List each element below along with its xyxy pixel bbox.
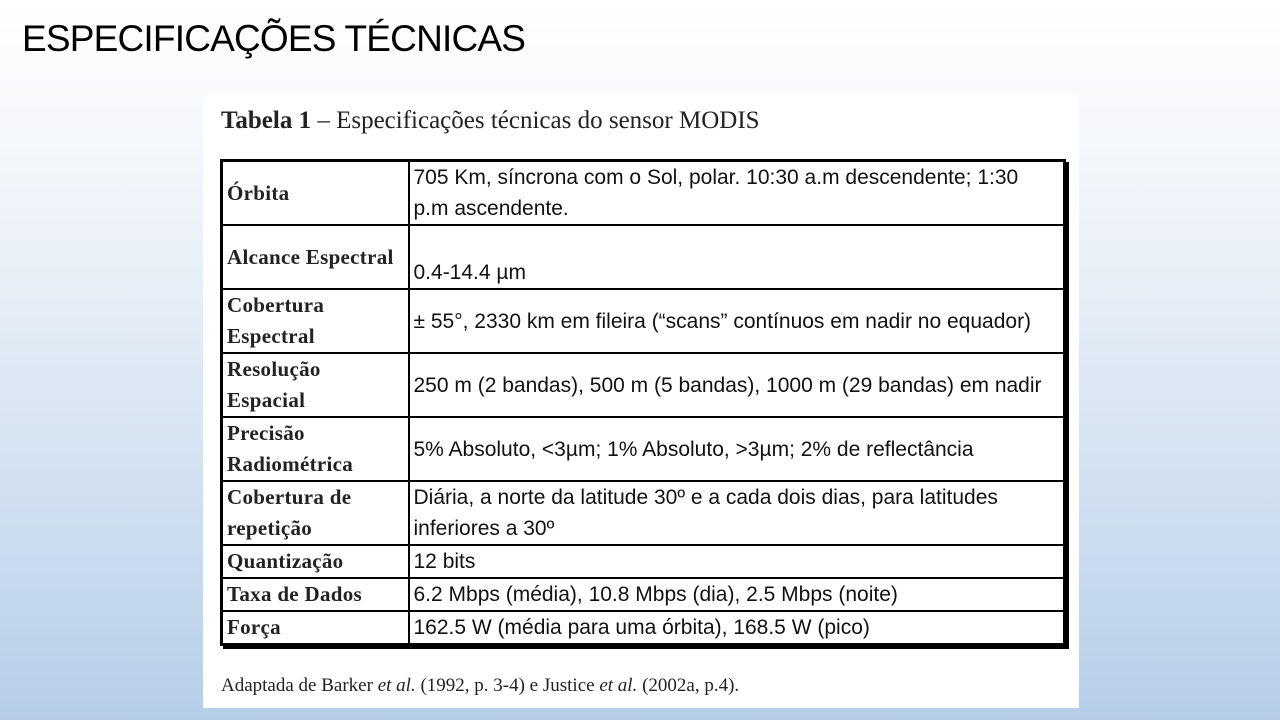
row-label: Alcance Espectral: [222, 225, 409, 289]
table-caption: [221, 107, 760, 135]
table-row: [222, 611, 1065, 645]
table-row: [222, 481, 1065, 545]
table-footnote: [221, 675, 739, 697]
row-label: Taxa de Dados: [222, 578, 409, 611]
row-label: Quantização: [222, 545, 409, 578]
row-value: ± 55°, 2330 km em fileira (“scans” contínuos em nadir no equador): [409, 289, 1065, 353]
table-caption-label: Tabela 1: [221, 107, 312, 134]
footnote-text: Adaptada de Barker: [221, 675, 378, 696]
row-value: 705 Km, síncrona com o Sol, polar. 10:30 a.m descendente; 1:30 p.m ascendente.: [409, 161, 1065, 226]
row-label: Força: [222, 611, 409, 645]
row-label: Cobertura de repetição: [222, 481, 409, 545]
row-value: Diária, a norte da latitude 30º e a cada dois dias, para latitudes inferiores a 30º: [409, 481, 1065, 545]
table-caption-text: – Especificações técnicas do sensor MODIS: [311, 107, 760, 134]
slide-title: ESPECIFICAÇÕES TÉCNICAS: [22, 18, 526, 59]
table-row: [222, 545, 1065, 578]
row-value: 0.4-14.4 µm: [409, 225, 1065, 289]
table-row: [222, 417, 1065, 481]
row-value: 6.2 Mbps (média), 10.8 Mbps (dia), 2.5 Mbps (noite): [409, 578, 1065, 611]
row-label: Precisão Radiométrica: [222, 417, 409, 481]
row-label: Cobertura Espectral: [222, 289, 409, 353]
spec-table: [220, 159, 1066, 646]
footnote-etal: et al.: [599, 675, 638, 696]
table-row: [222, 353, 1065, 417]
row-value: 12 bits: [409, 545, 1065, 578]
footnote-text: (2002a, p.4).: [637, 675, 740, 696]
row-label: Órbita: [222, 161, 409, 226]
footnote-etal: et al.: [377, 675, 416, 696]
table-row: [222, 225, 1065, 289]
table-row: [222, 289, 1065, 353]
row-value: 250 m (2 bandas), 500 m (5 bandas), 1000 m (29 bandas) em nadir: [409, 353, 1065, 417]
row-value: 162.5 W (média para uma órbita), 168.5 W (pico): [409, 611, 1065, 645]
row-value: 5% Absoluto, <3µm; 1% Absoluto, >3µm; 2% de reflectância: [409, 417, 1065, 481]
table-image: [203, 95, 1079, 708]
row-label: Resolução Espacial: [222, 353, 409, 417]
table-row: [222, 578, 1065, 611]
footnote-text: (1992, p. 3-4) e Justice: [415, 675, 600, 696]
table-row: [222, 161, 1065, 226]
